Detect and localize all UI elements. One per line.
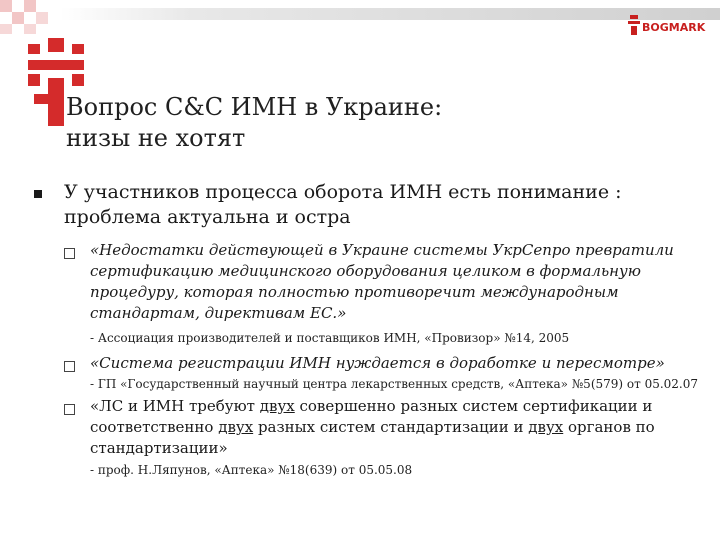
slide-title (66, 92, 686, 154)
quote-1-source: - Ассоциация производителей и поставщиков ИМН, «Провизор» №14, 2005 (90, 331, 570, 345)
bogmark-logo (626, 11, 712, 39)
slide-title-line2: низы не хотят (66, 124, 246, 152)
underlined-word: двух (218, 418, 254, 436)
quote-3: «ЛС и ИМН требуют двух совершенно разных систем сертификации и соответственно двух разных систем стандартизации и двух органов по стандартизации» (90, 397, 655, 457)
quote-2-source: - ГП «Государственный научный центра лекарственных средств, «Аптека» №5(579) от 05.02.07 (90, 377, 699, 391)
checkbox-bullet-icon (64, 248, 75, 259)
checker-decoration (0, 0, 60, 34)
main-bullet-text: У участников процесса оборота ИМН есть понимание : проблема актуальна и остра (64, 181, 622, 228)
quote-1: «Недостатки действующей в Украине системы УкрСепро превратили сертификацию медицинского оборудования целиком в формальную процедуру, которая полностью противоречит международным стандартам, директивам ЕС.» (90, 241, 674, 322)
top-gradient-bar (0, 0, 720, 28)
bogmark-logo-text: BOGMARK (642, 21, 706, 34)
quote-3-source: - проф. Н.Ляпунов, «Аптека» №18(639) от 05.05.08 (90, 463, 413, 477)
quote-2: «Система регистрации ИМН нуждается в доработке и пересмотре» (90, 354, 665, 372)
slide-title-line1: Вопрос С&С ИМН в Украине: (66, 93, 443, 121)
underlined-word: двух (259, 397, 295, 415)
bullet-square-icon (34, 190, 42, 198)
underlined-word: двух (528, 418, 564, 436)
checkbox-bullet-icon (64, 404, 75, 415)
checkbox-bullet-icon (64, 361, 75, 372)
